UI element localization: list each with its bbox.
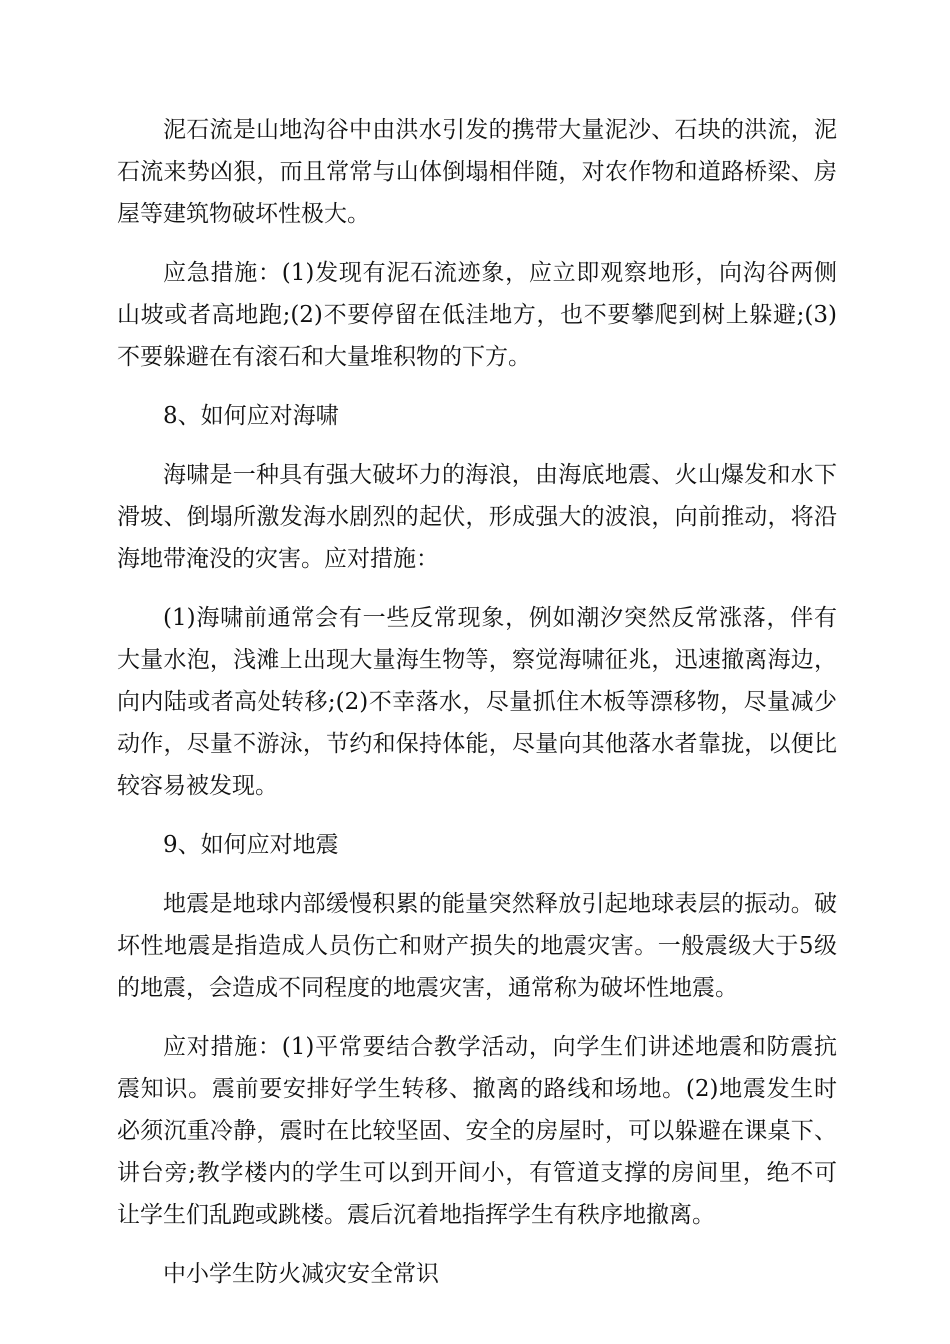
section-heading-earthquake: 9、如何应对地震	[163, 832, 339, 858]
section-heading-fire-safety: 中小学生防火减灾安全常识	[163, 1261, 439, 1287]
paragraph-earthquake-measures: 应对措施：(1)平常要结合教学活动，向学生们讲述地震和防震抗震知识。震前要安排好学生转移、撤离的路线和场地。(2)地震发生时必须沉重冷静，震时在比较坚固、安全的房屋时，可以躲避在课桌下、讲台旁;教学楼内的学生可以到开间小，有管道支撑的房间里，绝不可让学生们乱跑或跳楼。震后沉着地指挥学生有秩序地撤离。	[117, 1034, 837, 1228]
paragraph-mudslide-description: 泥石流是山地沟谷中由洪水引发的携带大量泥沙、石块的洪流，泥石流来势凶狠，而且常常与山体倒塌相伴随，对农作物和道路桥梁、房屋等建筑物破坏性极大。	[117, 117, 837, 227]
section-heading-tsunami: 8、如何应对海啸	[163, 403, 339, 429]
paragraph-mudslide-measures: 应急措施：(1)发现有泥石流迹象，应立即观察地形，向沟谷两侧山坡或者高地跑;(2)不要停留在低洼地方，也不要攀爬到树上躲避;(3)不要躲避在有滚石和大量堆积物的下方。	[117, 260, 837, 370]
paragraph-tsunami-measures: (1)海啸前通常会有一些反常现象，例如潮汐突然反常涨落，伴有大量水泡，浅滩上出现大量海生物等，察觉海啸征兆，迅速撤离海边，向内陆或者高处转移;(2)不幸落水，尽量抓住木板等漂移物，尽量减少动作，尽量不游泳，节约和保持体能，尽量向其他落水者靠拢，以便比较容易被发现。	[117, 605, 837, 799]
paragraph-tsunami-description: 海啸是一种具有强大破坏力的海浪，由海底地震、火山爆发和水下滑坡、倒塌所激发海水剧烈的起伏，形成强大的波浪，向前推动，将沿海地带淹没的灾害。应对措施：	[117, 462, 837, 572]
document-body	[117, 109, 837, 1312]
paragraph-earthquake-description: 地震是地球内部缓慢积累的能量突然释放引起地球表层的振动。破坏性地震是指造成人员伤亡和财产损失的地震灾害。一般震级大于5级的地震，会造成不同程度的地震灾害，通常称为破坏性地震。	[117, 891, 837, 1001]
